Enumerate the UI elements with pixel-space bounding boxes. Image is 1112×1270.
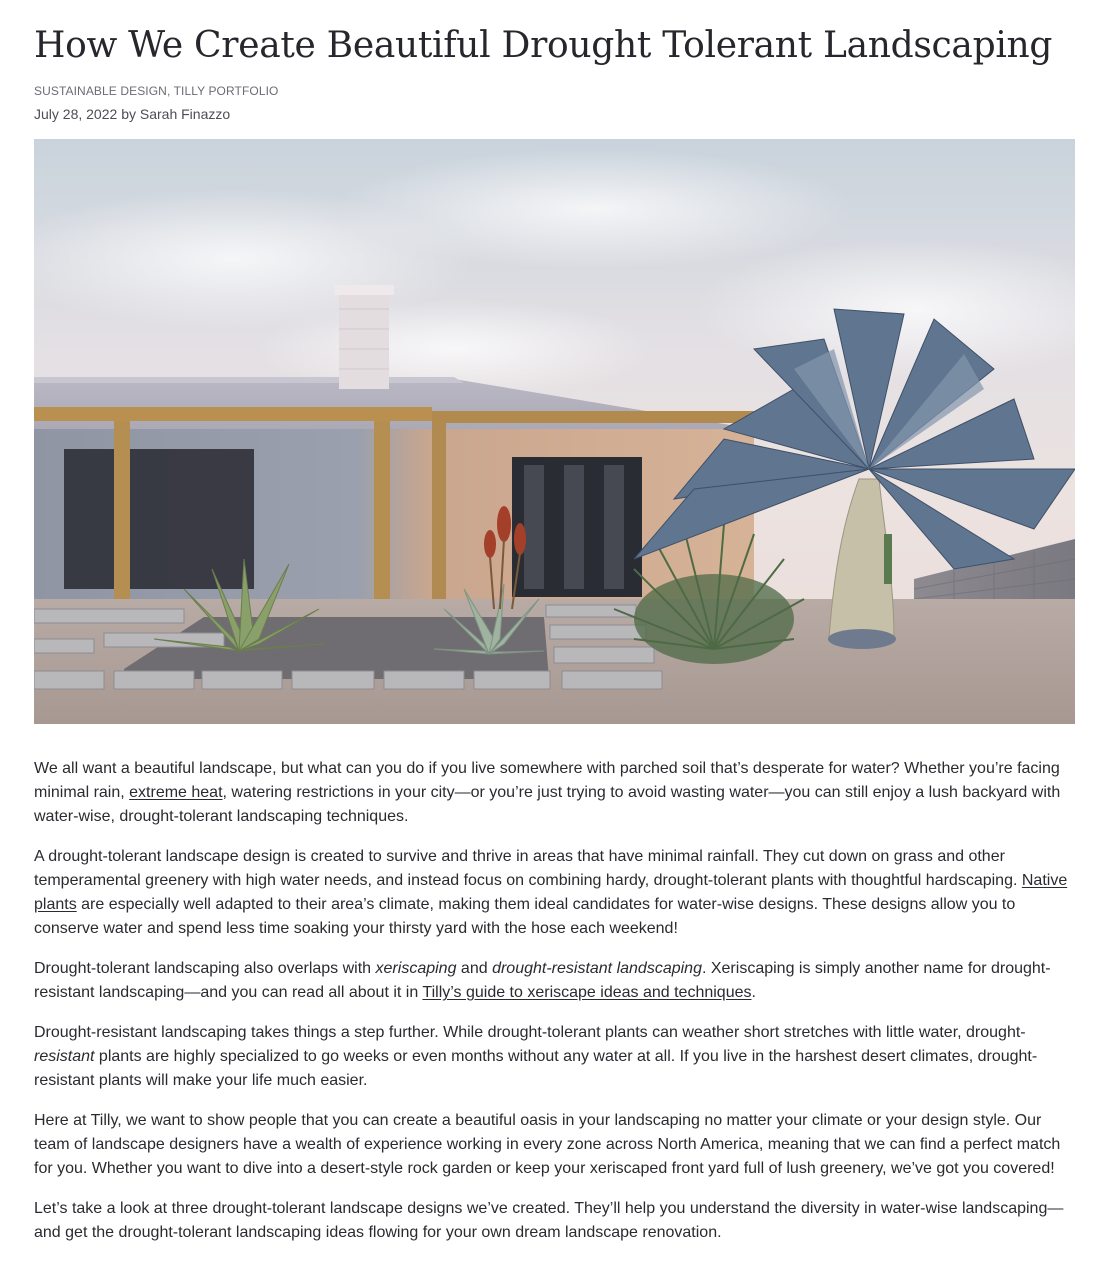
blog-article: [34, 0, 1075, 1261]
xeriscape-guide-link[interactable]: Tilly’s guide to xeriscape ideas and techniques: [422, 984, 752, 1001]
native-plants-link[interactable]: Native plants: [34, 872, 1068, 913]
paragraph-intro: We all want a beautiful landscape, but what can you do if you live somewhere with parched soil that’s desperate for water? Whether you’re facing minimal rain, extreme heat, watering restrictions in your city—or you’re just trying to avoid wasting water—you can still enjoy a lush backyard with water-wise, drought-tolerant landscaping techniques.: [34, 760, 1061, 825]
post-author: Sarah Finazzo: [139, 106, 231, 122]
post-date: July 28, 2022: [34, 106, 118, 122]
byline-word: by: [121, 106, 136, 122]
hero-image: [34, 139, 1075, 724]
paragraph-drought-resistant: Drought-resistant landscaping takes things a step further. While drought-tolerant plants can weather short stretches with little water, drought-resistant plants are highly specialized to go weeks or even months without any water at all. If you live in the harshest desert climates, drought-resistant plants will make your life much easier.: [34, 1024, 1038, 1089]
category-separator: ,: [166, 84, 174, 98]
category-list: [34, 83, 1075, 99]
paragraph-closing: Let’s take a look at three drought-tolerant landscape designs we’ve created. They’ll help you understand the diversity in water-wise landscaping—and get the drought-tolerant landscaping ideas flowing for your own dream landscape renovation.: [34, 1200, 1064, 1241]
article-title: How We Create Beautiful Drought Tolerant Landscaping: [34, 25, 1053, 66]
category-link-tilly-portfolio[interactable]: TILLY PORTFOLIO: [173, 84, 279, 98]
paragraph-tilly: Here at Tilly, we want to show people that you can create a beautiful oasis in your landscaping no matter your climate or your design style. Our team of landscape designers have a wealth of experience working in every zone across North America, meaning that we can find a perfect match for you. Whether you want to dive into a desert-style rock garden or keep your xeriscaped front yard full of lush greenery, we’ve got you covered!: [34, 1112, 1061, 1177]
article-body: [34, 757, 1075, 1245]
paragraph-definition: A drought-tolerant landscape design is created to survive and thrive in areas that have minimal rainfall. They cut down on grass and other temperamental greenery with high water needs, and instead focus on combining hardy, drought-tolerant plants with thoughtful hardscaping. Native plants are especially well adapted to their area’s climate, making them ideal candidates for water-wise designs. These designs allow you to conserve water and spend less time soaking your thirsty yard with the hose each weekend!: [34, 848, 1068, 937]
paragraph-xeriscaping: Drought-tolerant landscaping also overlaps with xeriscaping and drought-resistant landscaping. Xeriscaping is simply another name for drought-resistant landscaping—and you can read all about it in Tilly’s guide to xeriscape ideas and techniques.: [34, 960, 1051, 1001]
post-meta: [34, 104, 1075, 124]
category-link-sustainable-design[interactable]: SUSTAINABLE DESIGN: [34, 84, 167, 98]
extreme-heat-link[interactable]: extreme heat: [129, 784, 223, 801]
